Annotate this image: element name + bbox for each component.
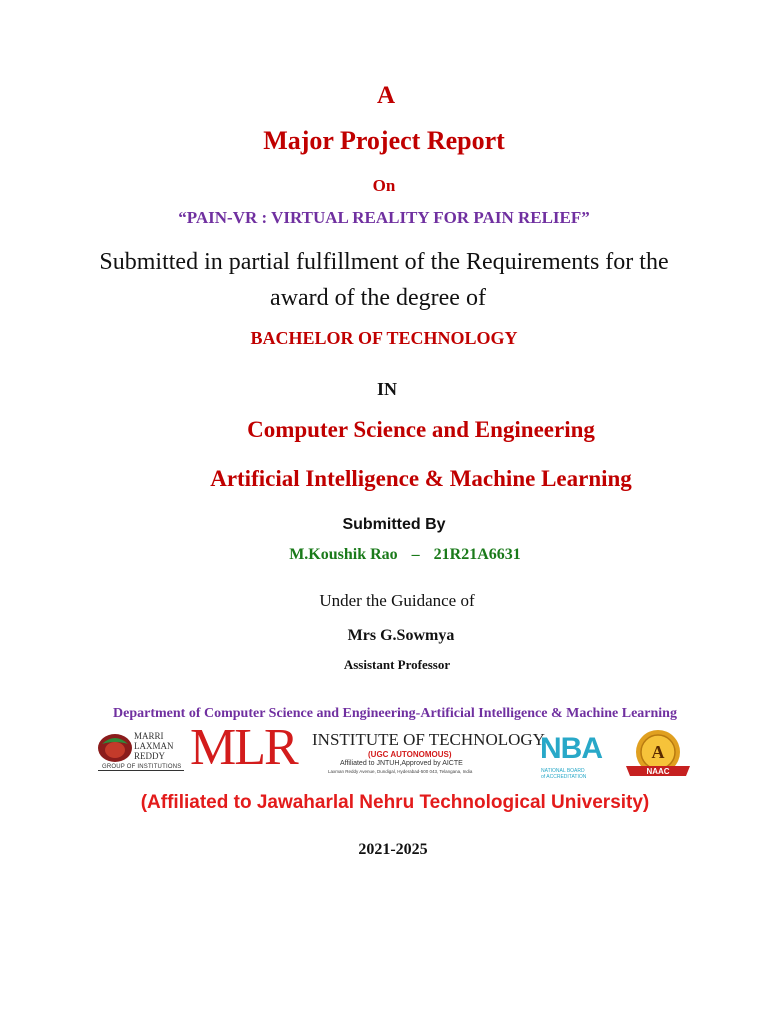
- institute-name: INSTITUTE OF TECHNOLOGY: [312, 730, 545, 749]
- naac-label: NAAC: [646, 767, 670, 776]
- nba-wordmark: NBA: [540, 732, 602, 765]
- guide-designation: Assistant Professor: [343, 657, 451, 672]
- student-dash: –: [411, 546, 420, 563]
- submission-line-1: Submitted in partial fulfillment of the Requirements for the: [99, 249, 669, 275]
- autonomous-label: (UGC AUTONOMOUS): [368, 750, 452, 759]
- guide-name: Mrs G.Sowmya: [347, 627, 455, 644]
- naac-grade: A: [651, 742, 665, 762]
- submission-line-2: award of the degree of: [270, 285, 486, 311]
- department-name: Department of Computer Science and Engineering-Artificial Intelligence & Machine Learning: [113, 706, 677, 721]
- mlr-wordmark: MLR: [190, 719, 297, 776]
- nba-subtitle: NATIONAL BOARD of ACCREDITATION: [541, 768, 587, 780]
- in-label: IN: [376, 379, 397, 399]
- affiliation-statement: (Affiliated to Jawaharlal Nehru Technological University): [140, 792, 650, 813]
- naac-badge-icon: [620, 728, 700, 784]
- mlr-institute-logo: [190, 719, 545, 776]
- submitted-by-label: Submitted By: [342, 516, 446, 533]
- title-letter: A: [376, 82, 396, 109]
- branch-line-1: Computer Science and Engineering: [247, 417, 595, 442]
- report-title: Major Project Report: [263, 126, 505, 155]
- nba-logo: [540, 732, 608, 780]
- student-roll: 21R21A6631: [433, 546, 521, 563]
- student-name: M.Koushik Rao: [289, 546, 398, 563]
- approval-label: Affiliated to JNTUH,Approved by AICTE: [340, 760, 463, 767]
- institute-address: Laxman Reddy Avenue, Dundigal, Hyderabad-500 043, Telangana, India: [328, 769, 473, 774]
- mlr-group-logo: [96, 728, 188, 776]
- group-subtitle: GROUP OF INSTITUTIONS: [102, 764, 182, 770]
- project-title: “PAIN-VR : VIRTUAL REALITY FOR PAIN RELIEF”: [178, 208, 590, 227]
- guidance-label: Under the Guidance of: [319, 591, 475, 610]
- on-label: On: [372, 176, 396, 195]
- branch-line-2: Artificial Intelligence & Machine Learning: [210, 466, 632, 491]
- student-info: [21, 546, 768, 564]
- academic-years: 2021-2025: [358, 841, 428, 858]
- degree-name: BACHELOR OF TECHNOLOGY: [250, 328, 518, 348]
- group-name: MARRI LAXMAN REDDY: [134, 731, 174, 761]
